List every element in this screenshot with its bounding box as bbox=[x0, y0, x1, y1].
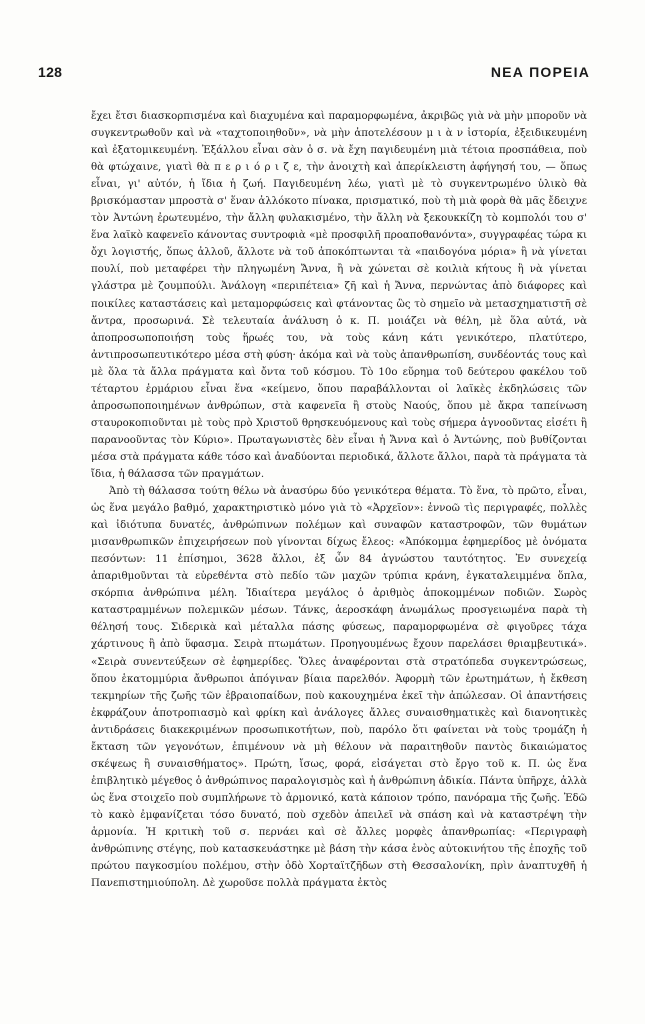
journal-title: ΝΕΑ ΠΟΡΕΙΑ bbox=[490, 64, 590, 80]
article-body bbox=[91, 108, 587, 892]
page-number: 128 bbox=[38, 64, 63, 80]
paragraph-1: ἔχει ἔτσι διασκορπισμένα καὶ διαχυμένα καὶ παραμορφωμένα, ἀκριβῶς γιὰ νὰ μὴν μποροῦν νὰ συγκεντρωθοῦν καὶ νὰ «ταχτοποιηθοῦν», νὰ μὴν ἀποτελέσουν μ ι ὰ ν ἱστορία, ἐξειδικευμένη καὶ ἐξατομικευμένη. Ἐξάλλου εἶναι σὰν ὁ σ. νὰ ἔχη παγιδευμένη μιὰ τέτοια προσπάθεια, ποὺ θὰ φτώχαινε, γιατὶ θὰ π ε ρ ι ό ρ ι ζ ε, τὴν ἀνοιχτὴ καὶ ἀπερίκλειστη ἀφήγησή του, — ὅπως εἶναι, γι' αὐτόν, ἡ ἴδια ἡ ζωή. Παγιδευμένη λέω, γιατὶ μὲ τὸ συγκεντρωμένο ὑλικὸ θὰ βρισκόμασταν μπροστὰ σ' ἕναν ἀλλόκοτο πίνακα, πρισματικό, ποὺ τὴ μιὰ φορὰ θὰ μᾶς ἔδειχνε τὸν Ἀντώνη ἐρωτευμένο, τὴν ἄλλη φυλακισμένο, τὴν ἄλλη νὰ ξεκουκκίζη τὸ κομπολόι του σ' ἕνα λαϊκὸ καφενεῖο κάνοντας συντροφιὰ «μὲ προσφιλῆ προαποθανόντα», συγγραφέας τώρα κι ὄχι λογιστής, ὅπως ἀλλοῦ, ἄλλοτε νὰ τοῦ ἀποκόπτωνται τὰ «παιδογόνα μόρια» ἢ νὰ γίνεται πουλί, ποὺ μεταφέρει τὴν πληγωμένη Ἄννα, ἢ νὰ χώνεται σὲ κοιλιὰ κήτους ἢ νὰ γίνεται γλάστρα μὲ ζουμπούλι. Ἀνάλογη «περιπέτεια» ζῆ καὶ ἡ Ἄννα, περνώντας ἀπὸ διάφορες καὶ ποικίλες καταστάσεις καὶ μεταμορφώσεις καὶ φτάνοντας ὣς τὸ σημεῖο νὰ μετασχηματιστῆ σὲ ἄντρα, προσωρινά. Σὲ τελευταία ἀνάλυση ὁ κ. Π. μοιάζει νὰ θέλη, μὲ ὅλα αὐτά, νὰ ἀποπροσωποποιήση τοὺς ἥρωές του, νὰ τοὺς κάνη κάτι γενικότερο, πλατύτερο, ἀντιπροσωπευτικότερο μέσα στὴ φύση· ἀκόμα καὶ νὰ τοὺς ἀπανθρωπίση, συνδέοντάς τους καὶ μὲ ὅλα τὰ ἄλλα πράγματα καὶ ὄντα τοῦ κόσμου. Τὸ 10ο εὕρημα τοῦ δεύτερου φακέλου τοῦ τέταρτου ἑρμάριου εἶναι ἕνα «κείμενο, ὅπου παραβάλλονται οἱ λαϊκὲς ἐκδηλώσεις τῶν ἀπροσωποποιημένων ἀνθρώπων, στὰ καφενεῖα ἢ στοὺς Ναούς, ὅπου μὲ ἄκρα ταπείνωση σταυροκοπιοῦνται μὲ τοὺς πρὸ Χριστοῦ θρησκευόμενους καὶ τοὺς σήμερα ἀγνοοῦντας εἰσέτι ἢ παρανοοῦντας τὸν Κύριο». Πρωταγωνιστὲς δὲν εἶναι ἡ Ἄννα καὶ ὁ Ἀντώνης, ποὺ βυθίζονται μέσα στὰ πράγματα κάθε τόσο καὶ ἀναδύονται περιοδικά, ἄλλοτε ἄλλοι, παρὰ τὰ πράγματα τὰ ἴδια, ἡ θάλασσα τῶν πραγμάτων. bbox=[91, 111, 587, 480]
paragraph-2: Ἀπὸ τὴ θάλασσα τούτη θέλω νὰ ἀνασύρω δύο γενικότερα θέματα. Τὸ ἕνα, τὸ πρῶτο, εἶναι, ὡς ἕνα μεγάλο βαθμό, χαρακτηριστικὸ μόνο γιὰ τὸ «Ἀρχεῖον»: ἐννοῶ τὶς περιγραφές, πολλὲς καὶ ἰδιότυπα δυνατές, ἀνθρώπινων πολέμων καὶ συναφῶν καταστροφῶν, τῶν θυμάτων μισανθρωπικῶν ἐπιχειρήσεων ποὺ γίνονται δίχως ἔλεος: «Ἀπόκομμα ἐφημερίδος μὲ ὀνόματα πεσόντων: 11 ἐπίσημοι, 3628 ἄλλοι, ἐξ ὧν 84 ἀγνώστου ταυτότητος. Ἐν συνεχείᾳ ἀπαριθμοῦνται τὰ εὑρεθέντα στὸ πεδίο τῶν μαχῶν τρύπια κράνη, ἐγκαταλειμμένα ὅπλα, σκόρπια ἀνθρώπινα μέλη. Ἰδιαίτερα μεγάλος ὁ ἀριθμὸς ἀποκομμένων ποδιῶν. Σωρὸς καταστραμμένων πολεμικῶν μέσων. Τάνκς, ἀεροσκάφη ἀνωμάλως προσγειωμένα παρὰ τὴ θέλησή τους. Σιδερικὰ καὶ μέταλλα πάσης φύσεως, παραμορφωμένα σὲ φιγοῦρες τάχα χάρτινους ἢ ἀπὸ ὕφασμα. Σειρὰ πτωμάτων. Προηγουμένως ἔχουν παρελάσει θριαμβευτικά». «Σειρὰ συνεντεύξεων σὲ ἐφημερίδες. Ὅλες ἀναφέρονται στὰ στρατόπεδα συγκεντρώσεως, ὅπου ἑκατομμύρια ἄνθρωποι ἀπόγιναν βίαια παρελθόν. Ἀφορμὴ τῶν ἐρωτημάτων, ἡ ἔκθεση τεκμηρίων τῆς ζωῆς τῶν ἑβραιοπαίδων, ποὺ κακουχημένα ἐκεῖ τὴν ἀπώλεσαν. Οἱ ἀπαντήσεις ἐκφράζουν ἀποτροπιασμὸ καὶ φρίκη καὶ ἀνάλογες ἄλλες συναισθηματικὲς καὶ διανοητικὲς ἀντιδράσεις διακεκριμένων προσωπικοτήτων, ποὺ, παρόλο ὅτι φαίνεται νὰ τοὺς τρομάζη ἡ ἔκταση τῶν γεγονότων, ἐπιμένουν νὰ μὴ θέλουν νὰ παραιτηθοῦν παντὸς δικαιώματος σκέψεως ἢ συναισθήματος». Πρώτη, ἴσως, φορά, εἰσάγεται στὸ ἔργο τοῦ κ. Π. ὡς ἕνα ἐπιβλητικὸ μέγεθος ὁ ἀνθρώπινος παραλογισμὸς καὶ ἡ ἀνθρώπινη ἀδικία. Πάντα ὑπῆρχε, ἀλλὰ ὡς ἕνα στοιχεῖο ποὺ συμπλήρωνε τὸ ἁρμονικό, κατὰ κάποιον τρόπο, πανόραμα τῆς ζωῆς. Ἐδῶ τὸ κακὸ ἐμφανίζεται τόσο δυνατό, ποὺ σχεδὸν ἀπειλεῖ νὰ σπάση καὶ νὰ καταστρέψη τὴν ἁρμονία. Ἡ κριτικὴ τοῦ σ. περνάει καὶ σὲ ἄλλες μορφὲς ἀπανθρωπίας: «Περιγραφὴ ἀνθρώπινης στέγης, ποὺ κατασκευάστηκε μὲ βάση τὴν κάσα ἑνὸς αὐτοκινήτου τῆς ἐποχῆς τοῦ πρώτου παγκοσμίου πολέμου, στὴν ὁδὸ Χορταϊτζῆδων στὴ Θεσσαλονίκη, πρὶν ἀναπτυχθῆ ἡ Πανεπιστημιούπολη. Δὲ χωροῦσε πολλὰ πράγματα ἐκτὸς bbox=[91, 486, 587, 890]
running-header bbox=[38, 64, 590, 84]
